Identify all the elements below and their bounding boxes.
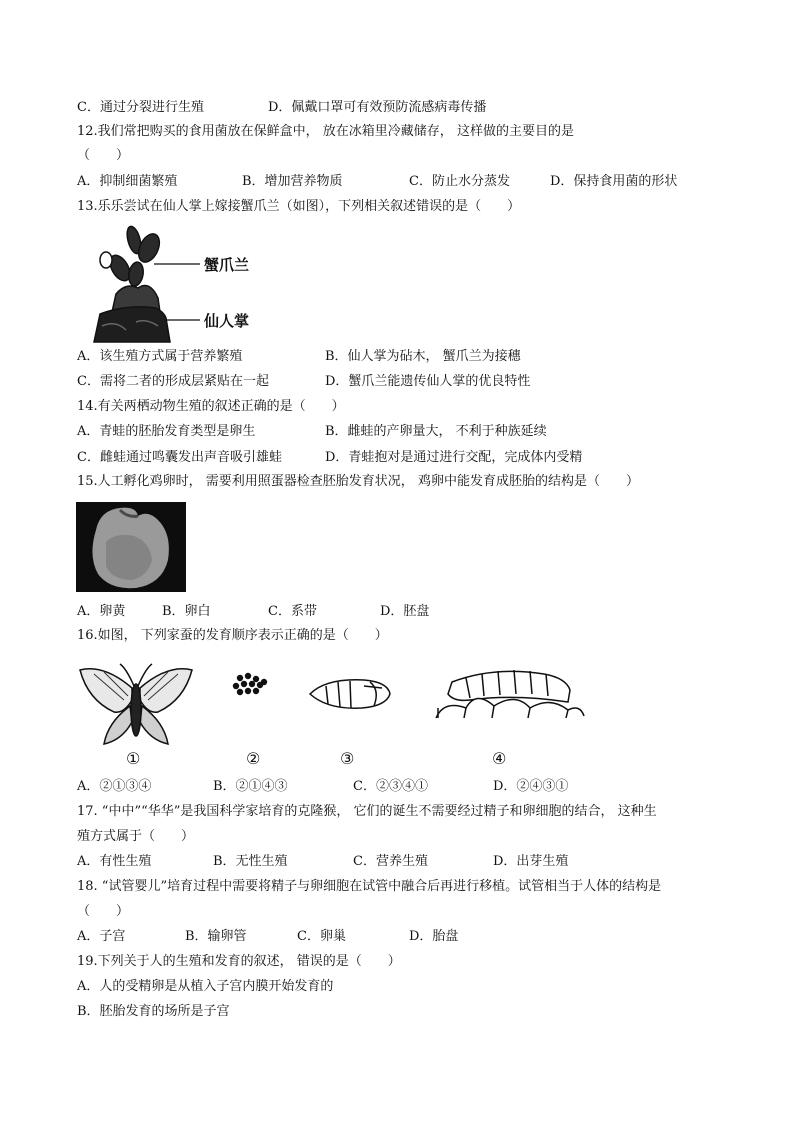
q13-option-a: A．该生殖方式属于营养繁殖 xyxy=(77,349,243,364)
q14-option-d: D．青蛙抱对是通过进行交配，完成体内受精 xyxy=(325,450,583,465)
q16-stem: 16.如图， 下列家蚕的发育顺序表示正确的是（ ） xyxy=(77,628,388,643)
q13-option-c: C．需将二者的形成层紧贴在一起 xyxy=(77,374,269,389)
q12-option-a: A．抑制细菌繁殖 xyxy=(77,174,178,189)
q15-option-c: C．系带 xyxy=(268,604,317,619)
q18-option-a: A．子宫 xyxy=(77,929,126,944)
cactus-rootstock-icon xyxy=(94,286,170,342)
label-cactus: 仙人掌 xyxy=(204,312,250,330)
q17-option-a: A．有性生殖 xyxy=(77,854,152,869)
q17-option-b: B．无性生殖 xyxy=(213,854,288,869)
q17-stem-line2: 殖方式属于（ ） xyxy=(77,829,195,844)
q14-option-c: C．雌蛙通过鸣囊发出声音吸引雄蛙 xyxy=(77,450,282,465)
silkworm-eggs-icon xyxy=(233,673,267,695)
q15-option-a: A．卵黄 xyxy=(77,604,126,619)
q15-stem: 15.人工孵化鸡卵时， 需要利用照蛋器检查胚胎发育状况， 鸡卵中能发育成胚胎的结构是（ ） xyxy=(77,474,639,489)
silkworm-stages-figure xyxy=(74,660,594,770)
q18-option-b: B．输卵管 xyxy=(185,929,247,944)
silkworm-larva-icon xyxy=(436,670,584,718)
q14-option-b: B．雌蛙的产卵量大， 不利于种族延续 xyxy=(325,424,547,439)
q16-option-d: D．②④③① xyxy=(493,779,569,794)
stage-label-1: ① xyxy=(126,749,141,768)
q14-option-a: A．青蛙的胚胎发育类型是卵生 xyxy=(77,424,256,439)
q17-option-d: D．出芽生殖 xyxy=(493,854,569,869)
q13-option-b: B．仙人掌为砧木， 蟹爪兰为接穗 xyxy=(325,349,521,364)
q17-stem-line1: 17. “中中”“华华”是我国科学家培育的克隆猴， 它们的诞生不需要经过精子和卵细胞的结合， 这种生 xyxy=(77,804,657,819)
q15-option-b: B．卵白 xyxy=(162,604,211,619)
stage-label-3: ③ xyxy=(340,749,355,768)
q14-stem: 14.有关两栖动物生殖的叙述正确的是（ ） xyxy=(77,399,345,414)
q12-answer-paren: （ ） xyxy=(77,148,130,163)
silk-moth-icon xyxy=(80,664,192,744)
q16-option-b: B．②①④③ xyxy=(213,779,288,794)
q11-option-c: C．通过分裂进行生殖 xyxy=(77,100,204,115)
q11-option-d: D．佩戴口罩可有效预防流感病毒传播 xyxy=(268,100,487,115)
q18-option-d: D．胎盘 xyxy=(409,929,459,944)
q15-option-d: D．胚盘 xyxy=(380,604,430,619)
q19-option-b: B．胚胎发育的场所是子宫 xyxy=(77,1004,230,1019)
q12-stem: 12.我们常把购买的食用菌放在保鲜盒中， 放在冰箱里冷藏储存， 这样做的主要目的是 xyxy=(77,124,574,139)
silkworm-pupa-icon xyxy=(310,680,390,708)
q13-stem: 13.乐乐尝试在仙人掌上嫁接蟹爪兰（如图），下列相关叙述错误的是（ ） xyxy=(77,199,521,214)
grafting-figure xyxy=(86,222,276,344)
q19-stem: 19.下列关于人的生殖和发育的叙述， 错误的是（ ） xyxy=(77,954,401,969)
q12-option-d: D．保持食用菌的形状 xyxy=(550,174,678,189)
stage-label-2: ② xyxy=(246,749,261,768)
q16-option-a: A．②①③④ xyxy=(77,779,152,794)
q12-option-c: C．防止水分蒸发 xyxy=(409,174,510,189)
q16-option-c: C．②③④① xyxy=(353,779,428,794)
q17-option-c: C．营养生殖 xyxy=(353,854,428,869)
q13-option-d: D．蟹爪兰能遗传仙人掌的优良特性 xyxy=(325,374,531,389)
q19-option-a: A．人的受精卵是从植入子宫内膜开始发育的 xyxy=(77,979,334,994)
egg-candling-photo xyxy=(76,502,186,592)
q18-answer-paren: （ ） xyxy=(77,904,130,919)
stage-label-4: ④ xyxy=(492,749,507,768)
q18-option-c: C．卵巢 xyxy=(297,929,346,944)
q18-stem: 18. “试管婴儿”培育过程中需要将精子与卵细胞在试管中融合后再进行移植。试管相当于人体的结构是 xyxy=(77,879,662,894)
crab-claw-cactus-icon xyxy=(100,225,163,287)
q12-option-b: B．增加营养物质 xyxy=(242,174,343,189)
label-crab-claw: 蟹爪兰 xyxy=(204,256,250,274)
